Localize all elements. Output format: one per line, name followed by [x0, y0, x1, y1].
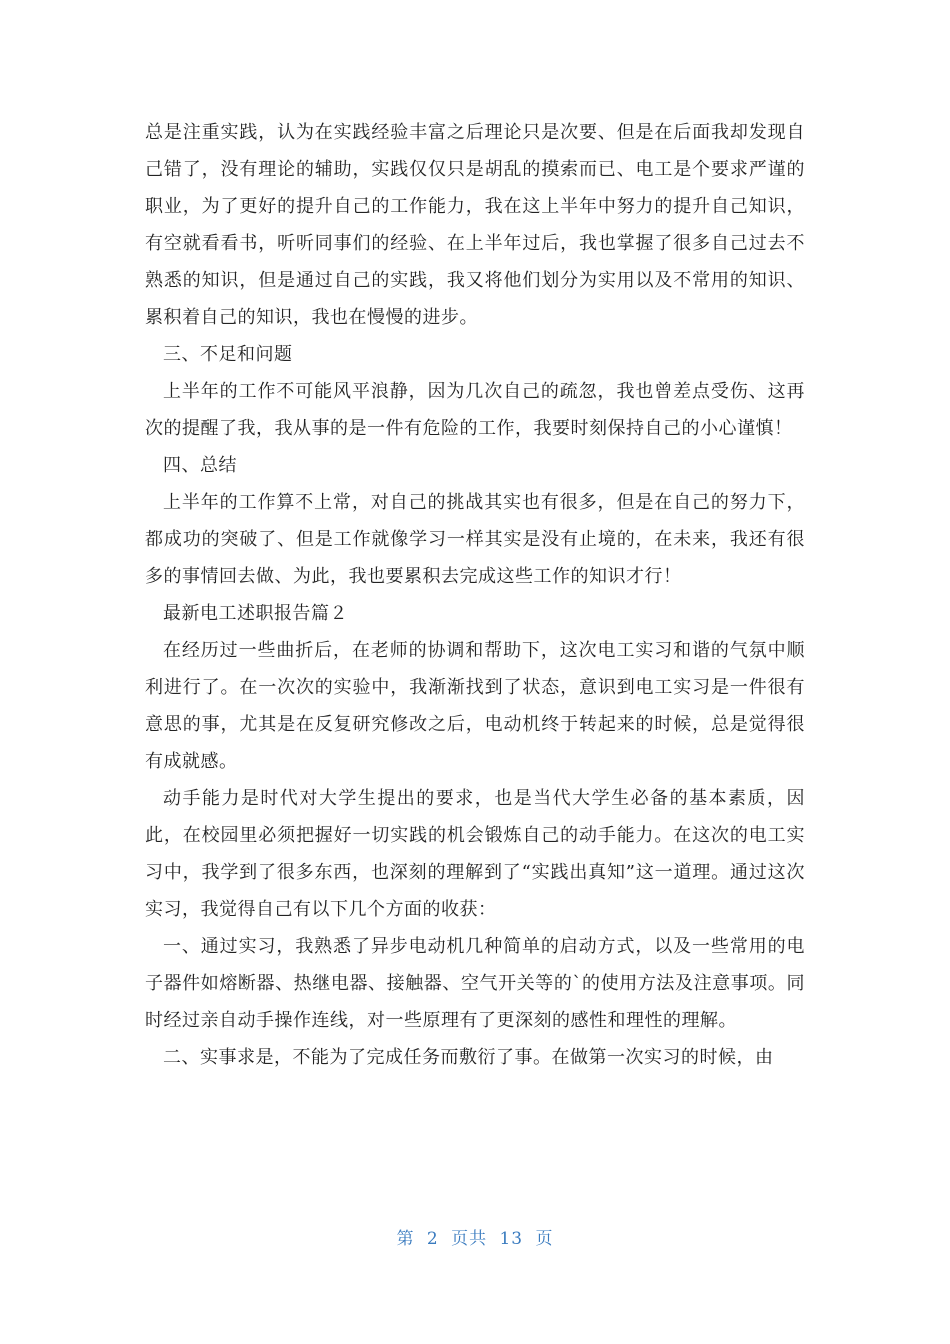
section-heading-summary: 四、总结 — [163, 455, 237, 476]
article-title: 最新电工述职报告篇２ — [163, 603, 348, 624]
paragraph-summary: 上半年的工作算不上常，对自己的挑战其实也有很多，但是在自己的努力下，都成功的突破了、但是工作就像学习一样其实是没有止境的，在未来，我还有很多的事情回去做、为此，我也要累积去完成这些工作的知识才行！ — [145, 492, 805, 587]
paragraph-gain-two: 二、实事求是，不能为了完成任务而敷衍了事。在做第一次实习的时候，由 — [163, 1047, 774, 1068]
paragraph-continued: 总是注重实践，认为在实践经验丰富之后理论只是次要、但是在后面我却发现自己错了，没有理论的辅助，实践仅仅只是胡乱的摸索而已、电工是个要求严谨的职业，为了更好的提升自己的工作能力，我在这上半年中努力的提升自己知识，有空就看看书，听听同事们的经验、在上半年过后，我也掌握了很多自己过去不熟悉的知识，但是通过自己的实践，我又将他们划分为实用以及不常用的知识、累积着自己的知识，我也在慢慢的进步。 — [145, 122, 805, 328]
paragraph-intro: 在经历过一些曲折后，在老师的协调和帮助下，这次电工实习和谐的气氛中顺利进行了。在一次次的实验中，我渐渐找到了状态，意识到电工实习是一件很有意思的事，尤其是在反复研究修改之后，电动机终于转起来的时候，总是觉得很有成就感。 — [145, 640, 805, 772]
paragraph-gain-one: 一、通过实习，我熟悉了异步电动机几种简单的启动方式，以及一些常用的电子器件如熔断器、热继电器、接触器、空气开关等的`的使用方法及注意事项。同时经过亲自动手操作连线，对一些原理有了更深刻的感性和理性的理解。 — [145, 936, 805, 1031]
paragraph-shortcomings: 上半年的工作不可能风平浪静，因为几次自己的疏忽，我也曾差点受伤、这再次的提醒了我，我从事的是一件有危险的工作，我要时刻保持自己的小心谨慎！ — [145, 381, 805, 439]
document-body — [145, 114, 805, 1076]
page-number-footer: 第 2 页共 13 页 — [396, 1229, 554, 1249]
section-heading-shortcomings: 三、不足和问题 — [163, 344, 293, 365]
paragraph-hands-on: 动手能力是时代对大学生提出的要求，也是当代大学生必备的基本素质，因此，在校园里必须把握好一切实践的机会锻炼自己的动手能力。在这次的电工实习中，我学到了很多东西，也深刻的理解到了“实践出真知”这一道理。通过这次实习，我觉得自己有以下几个方面的收获： — [145, 788, 805, 920]
